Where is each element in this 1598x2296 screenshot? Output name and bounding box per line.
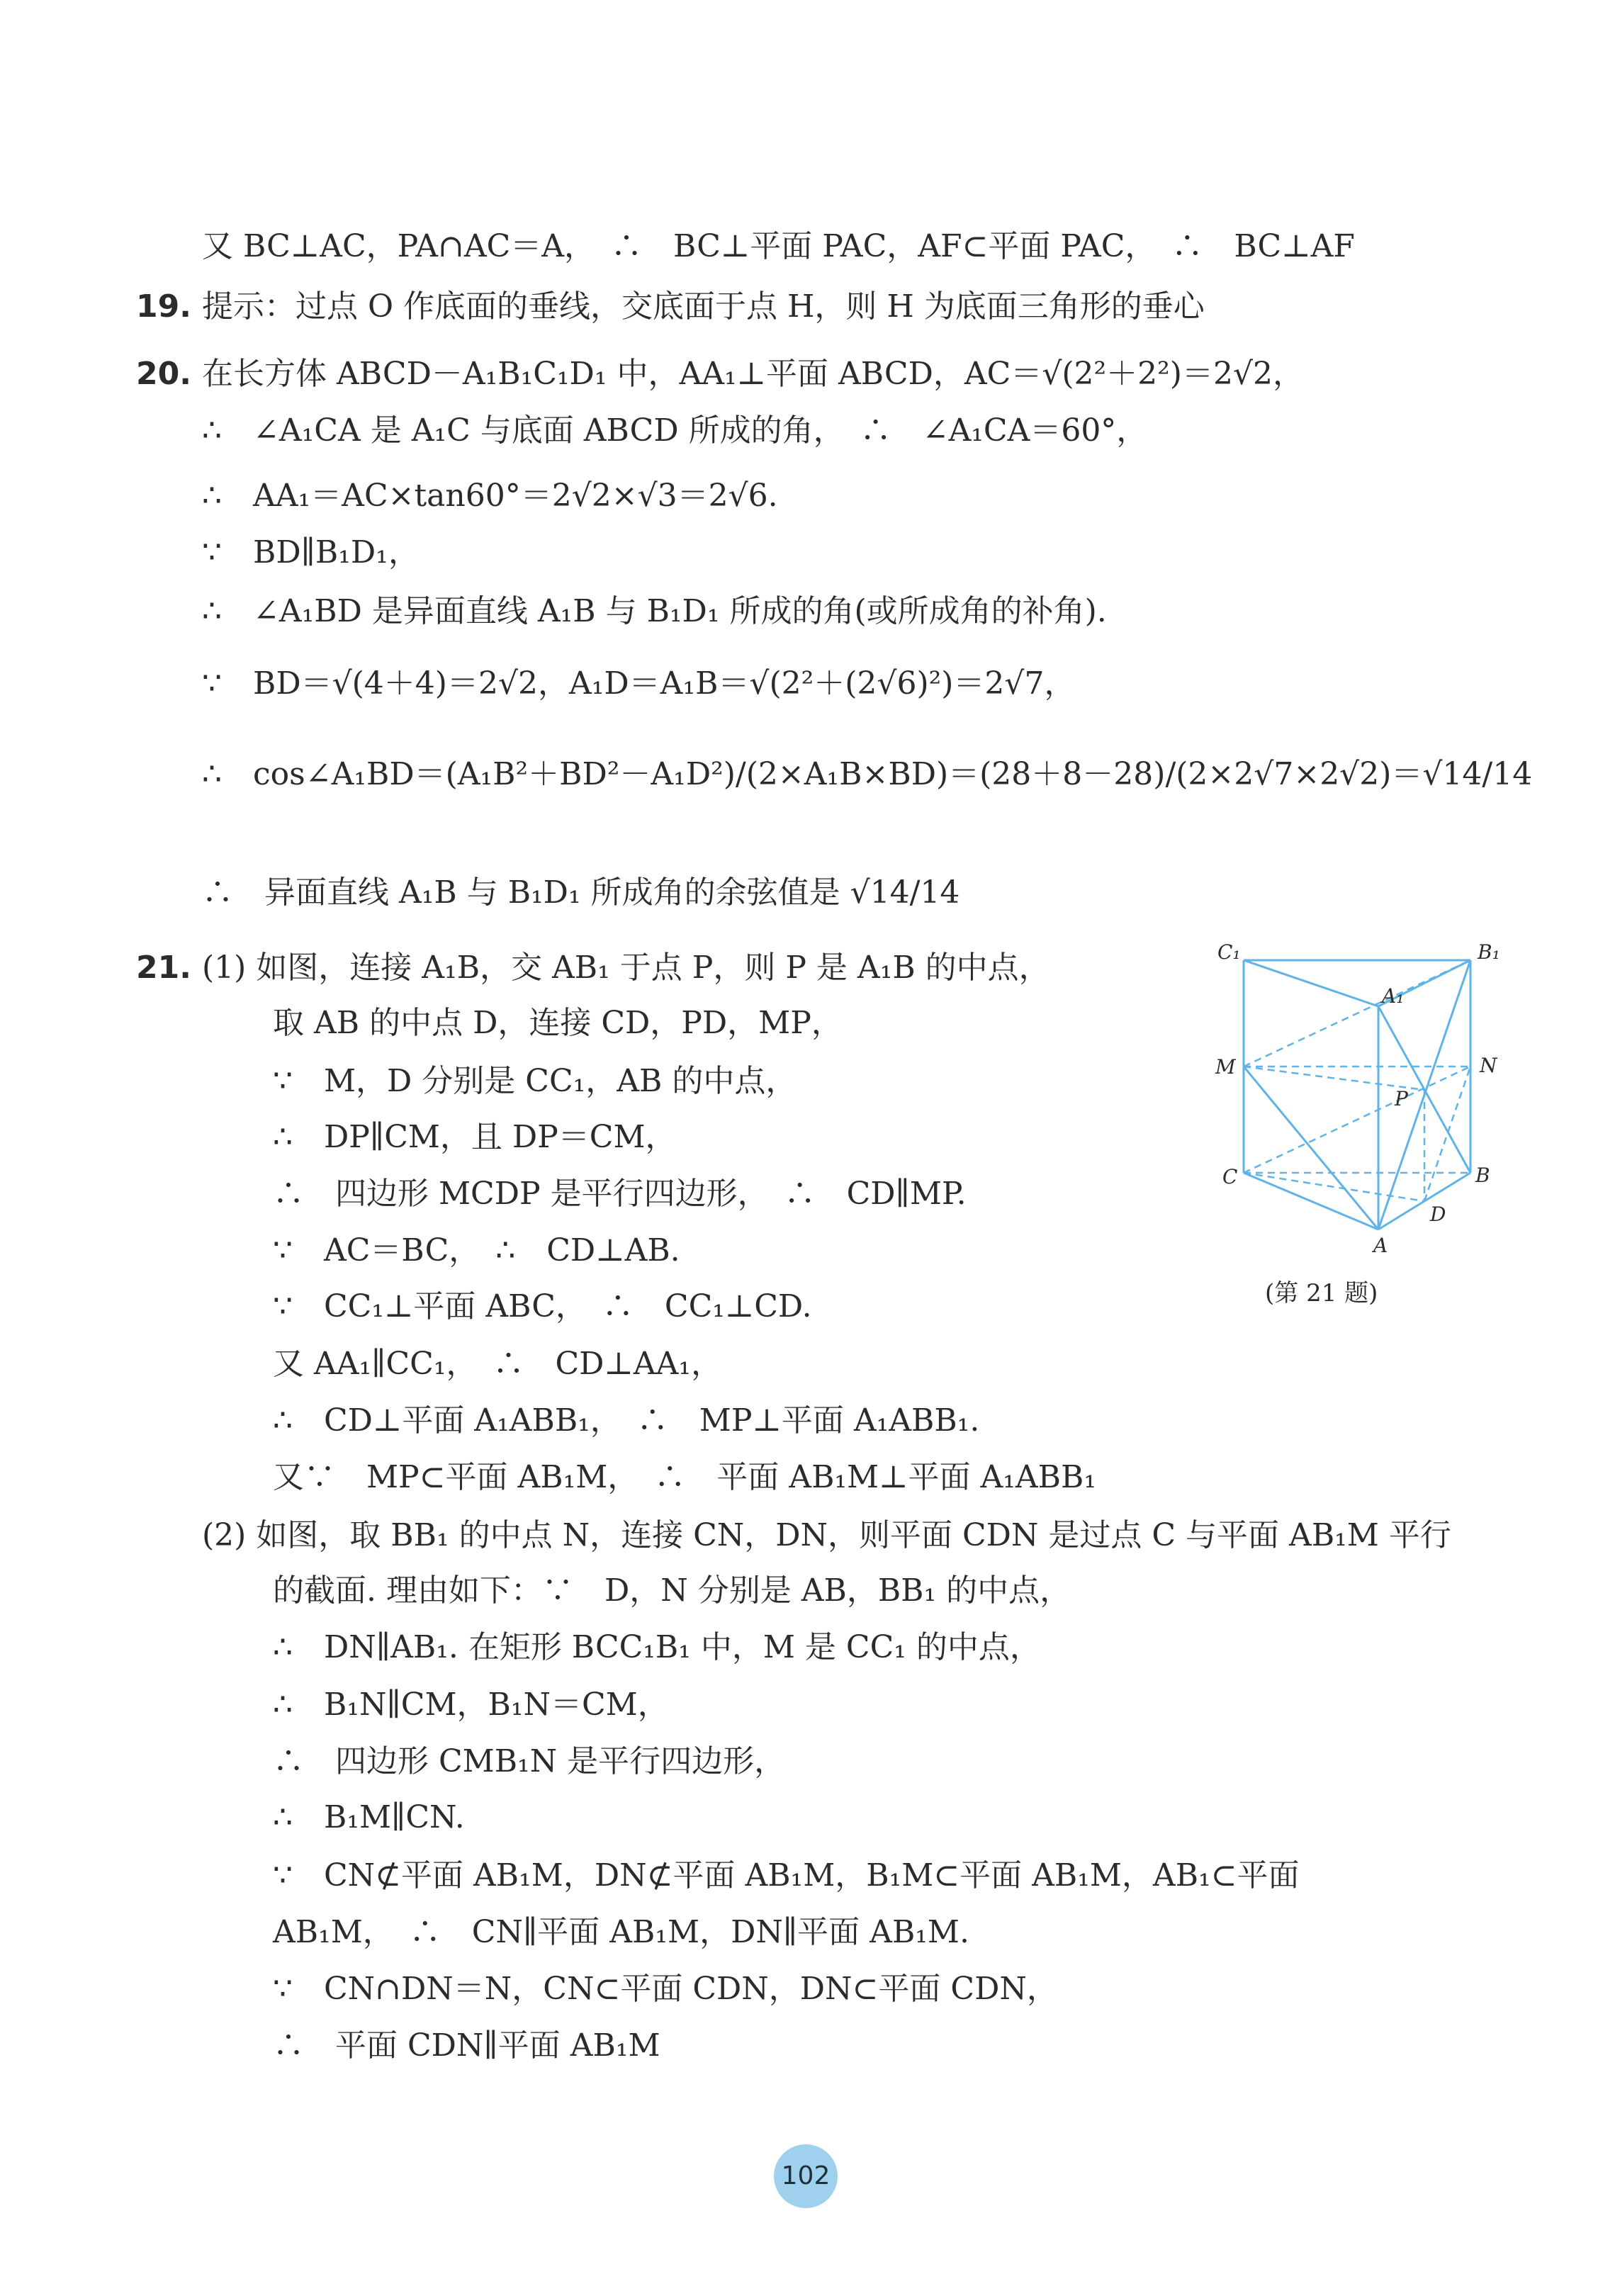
label-b: B: [1475, 1164, 1490, 1187]
segment-m-a: [1244, 1067, 1378, 1229]
text-line: ∴ 异面直线 A₁B 与 B₁D₁ 所成角的余弦值是 √14/14: [202, 874, 960, 911]
page-number: 102: [774, 2144, 838, 2208]
text-line: ∴ AA₁＝AC×tan60°＝2√2×√3＝2√6.: [202, 478, 778, 514]
text-line: 在长方体 ABCD－A₁B₁C₁D₁ 中，AA₁⊥平面 ABCD，AC＝√(2²＋2²)＝2√2，: [202, 356, 1304, 392]
text-line: ∵ CN⊄平面 AB₁M，DN⊄平面 AB₁M，B₁M⊂平面 AB₁M，AB₁⊂平面: [273, 1857, 1300, 1893]
text-line: 的截面. 理由如下：∵ D，N 分别是 AB，BB₁ 的中点，: [273, 1572, 1071, 1609]
text-line: ∴ ∠A₁CA 是 A₁C 与底面 ABCD 所成的角， ∴ ∠A₁CA＝60°，: [202, 412, 1148, 449]
text-line: ∵ BD∥B₁D₁，: [202, 534, 420, 570]
dashed-d-n: [1424, 1067, 1470, 1201]
edge-c-a: [1244, 1173, 1378, 1229]
text-line: 取 AB 的中点 D，连接 CD，PD，MP，: [273, 1005, 843, 1041]
text-line: AB₁M， ∴ CN∥平面 AB₁M，DN∥平面 AB₁M.: [273, 1914, 969, 1950]
text-line: ∴ DP∥CM，且 DP＝CM，: [273, 1119, 677, 1155]
label-m: M: [1215, 1055, 1236, 1079]
text-line: ∴ 平面 CDN∥平面 AB₁M: [273, 2027, 660, 2064]
label-n: N: [1480, 1054, 1497, 1077]
label-c1: C₁: [1217, 940, 1241, 964]
text-line: 又 BC⊥AC，PA∩AC＝A， ∴ BC⊥平面 PAC，AF⊂平面 PAC， ∴ BC⊥AF: [202, 228, 1355, 264]
text-line: ∴ CD⊥平面 A₁ABB₁， ∴ MP⊥平面 A₁ABB₁.: [273, 1402, 980, 1439]
text-line: ∴ 四边形 CMB₁N 是平行四边形，: [273, 1743, 786, 1779]
label-p: P: [1395, 1087, 1408, 1110]
text-line: 又 AA₁∥CC₁， ∴ CD⊥AA₁，: [273, 1346, 722, 1382]
text-line: 提示：过点 O 作底面的垂线，交底面于点 H，则 H 为底面三角形的垂心: [202, 288, 1205, 325]
text-line: (1) 如图，连接 A₁B，交 AB₁ 于点 P，则 P 是 A₁B 的中点，: [202, 950, 1050, 986]
text-line: ∵ CC₁⊥平面 ABC， ∴ CC₁⊥CD.: [273, 1288, 812, 1324]
text-line: (2) 如图，取 BB₁ 的中点 N，连接 CN，DN，则平面 CDN 是过点 C 与平面 AB₁M 平行: [202, 1517, 1451, 1553]
text-line: ∴ B₁N∥CM，B₁N＝CM，: [273, 1687, 669, 1723]
text-line: ∴ DN∥AB₁. 在矩形 BCC₁B₁ 中，M 是 CC₁ 的中点，: [273, 1629, 1041, 1665]
dashed-c-n: [1244, 1067, 1470, 1173]
text-line: ∴ ∠A₁BD 是异面直线 A₁B 与 B₁D₁ 所成的角(或所成角的补角).: [202, 593, 1107, 629]
prism-figure: [1205, 939, 1502, 1307]
label-c: C: [1222, 1165, 1238, 1188]
text-line: ∵ M，D 分别是 CC₁，AB 的中点，: [273, 1063, 797, 1099]
label-a: A: [1373, 1234, 1388, 1257]
text-line: ∴ B₁M∥CN.: [273, 1799, 465, 1835]
text-line: ∵ BD＝√(4＋4)＝2√2，A₁D＝A₁B＝√(2²＋(2√6)²)＝2√7，: [202, 665, 1076, 702]
text-line: 又∵ MP⊂平面 AB₁M， ∴ 平面 AB₁M⊥平面 A₁ABB₁: [273, 1459, 1096, 1495]
text-line: ∵ AC＝BC， ∴ CD⊥AB.: [273, 1232, 680, 1268]
problem-number-19: 19.: [136, 288, 191, 325]
label-d: D: [1430, 1203, 1446, 1226]
text-line: ∴ 四边形 MCDP 是平行四边形， ∴ CD∥MP.: [273, 1176, 967, 1212]
problem-number-21: 21.: [136, 950, 191, 986]
text-line: ∵ CN∩DN＝N，CN⊂平面 CDN，DN⊂平面 CDN，: [273, 1971, 1058, 2007]
label-b1: B₁: [1478, 940, 1500, 964]
figure-caption: (第 21 题): [1265, 1279, 1378, 1307]
label-a1: A₁: [1382, 984, 1405, 1008]
text-line: ∴ cos∠A₁BD＝(A₁B²＋BD²－A₁D²)/(2×A₁B×BD)＝(28＋8－28)/(2×2√7×2√2)＝√14/14: [202, 756, 1533, 792]
edge-c1-a1: [1244, 960, 1378, 1006]
problem-number-20: 20.: [136, 356, 191, 392]
